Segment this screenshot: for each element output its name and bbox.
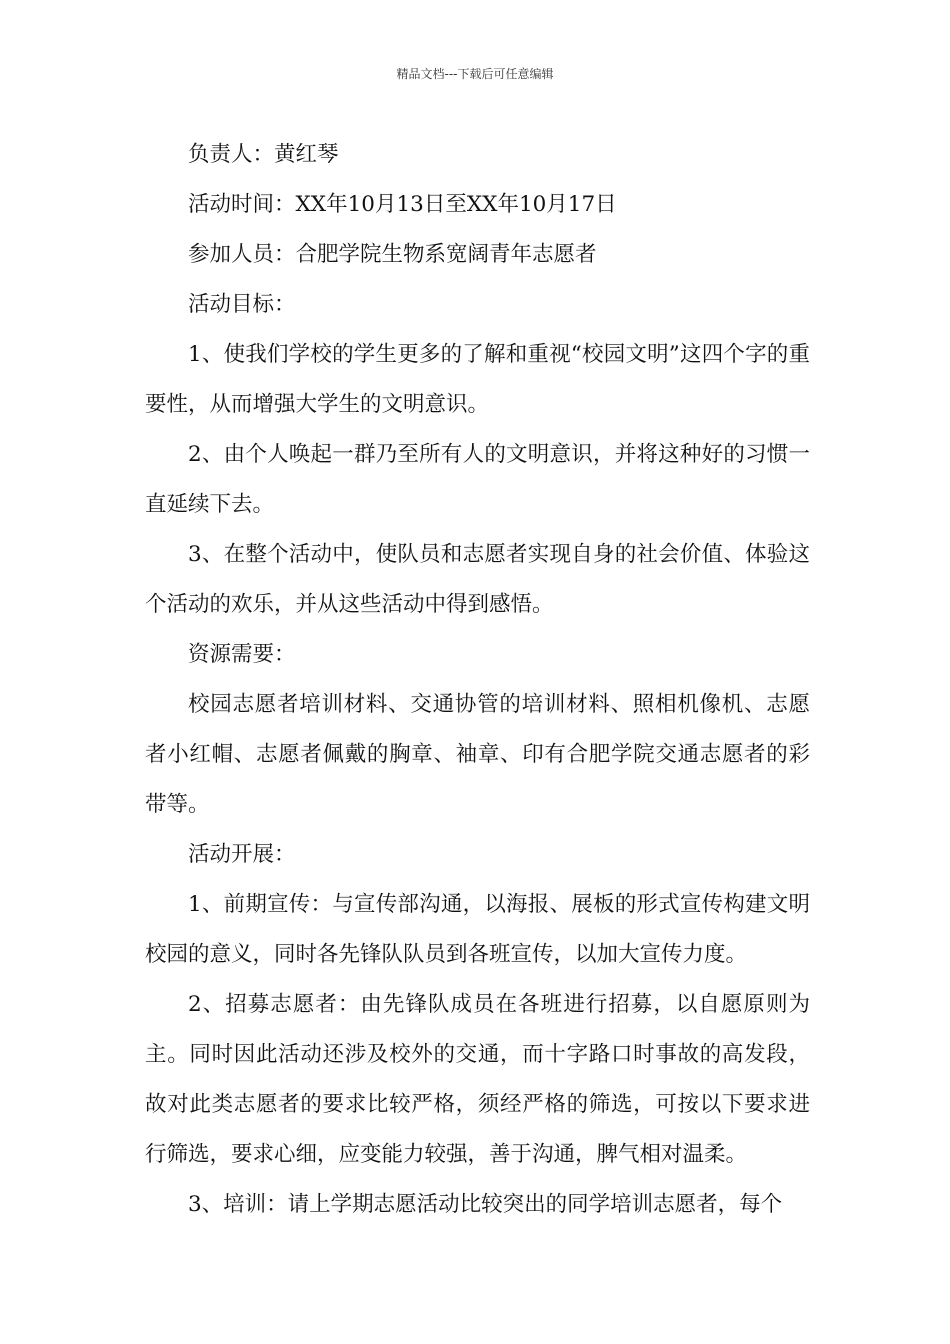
paragraph-resources: 校园志愿者培训材料、交通协管的培训材料、照相机像机、志愿者小红帽、志愿者佩戴的胸章、袖章、印有合肥学院交通志愿者的彩带等。: [145, 692, 810, 817]
heading-resources: 资源需要：: [188, 642, 296, 667]
paragraph-goal-2: 2、由个人唤起一群乃至所有人的文明意识，并将这种好的习惯一直延续下去。: [145, 442, 810, 517]
document-body: [145, 130, 810, 1230]
paragraph-goal-3: 3、在整个活动中，使队员和志愿者实现自身的社会价值、体验这个活动的欢乐，并从这些活动中得到感悟。: [145, 542, 810, 617]
paragraph-activity-time: 活动时间：XX年10月13日至XX年10月17日: [188, 192, 617, 217]
paragraph-goal-1: 1、使我们学校的学生更多的了解和重视“校园文明”这四个字的重要性，从而增强大学生的文明意识。: [145, 342, 810, 417]
paragraph-step-3: 3、培训：请上学期志愿活动比较突出的同学培训志愿者，每个: [188, 1192, 783, 1217]
paragraph-responsible-person: 负责人：黄红琴: [188, 142, 339, 167]
paragraph-participants: 参加人员：合肥学院生物系宽阔青年志愿者: [188, 242, 597, 267]
paragraph-step-2: 2、招募志愿者：由先锋队成员在各班进行招募，以自愿原则为主。同时因此活动还涉及校外的交通，而十字路口时事故的高发段，故对此类志愿者的要求比较严格，须经严格的筛选，可按以下要求进行筛选，要求心细，应变能力较强，善于沟通，脾气相对温柔。: [145, 992, 810, 1167]
heading-activity-process: 活动开展：: [188, 842, 296, 867]
heading-activity-goals: 活动目标：: [188, 292, 296, 317]
page-header-watermark: 精品文档---下载后可任意编辑: [396, 67, 554, 81]
paragraph-step-1: 1、前期宣传：与宣传部沟通，以海报、展板的形式宣传构建文明校园的意义，同时各先锋队队员到各班宣传，以加大宣传力度。: [145, 892, 810, 967]
